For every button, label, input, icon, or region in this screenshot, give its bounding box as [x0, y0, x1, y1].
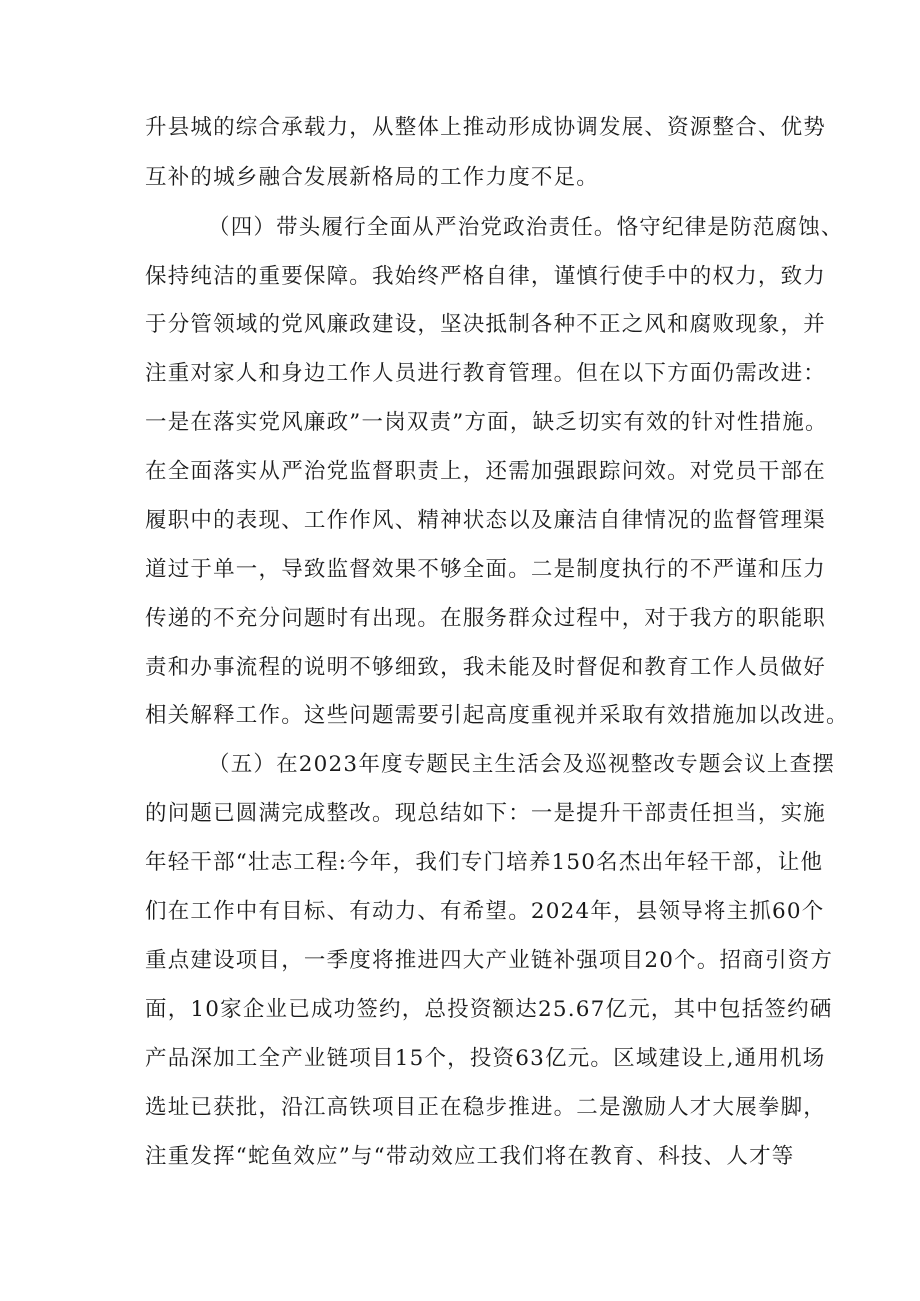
- text-line: 履职中的表现、工作作风、精神状态以及廉洁自律情况的监督管理渠: [145, 508, 827, 533]
- text-line: 注重发挥“蛇鱼效应”与“带动效应工我们将在教育、科技、人才等: [145, 1144, 795, 1169]
- text-line: 于分管领域的党风廉政建设，坚决抵制各种不正之风和腐败现象，并: [145, 312, 827, 337]
- text-line: 产品深加工全产业链项目15个，投资63亿元。区域建设上,通用机场: [145, 1046, 826, 1071]
- text-line: 责和办事流程的说明不够细致，我未能及时督促和教育工作人员做好: [145, 655, 827, 680]
- text-line: 选址已获批，沿江高铁项目正在稳步推进。二是激励人才大展拳脚，: [145, 1095, 827, 1120]
- paragraph-5-heading-line: （五）在2023年度专题民主生活会及巡视整改专题会议上查摆: [208, 752, 836, 777]
- text-line: 相关解释工作。这些问题需要引起高度重视并采取有效措施加以改进。: [145, 703, 849, 728]
- text-line: 道过于单一，导致监督效果不够全面。二是制度执行的不严谨和压力: [145, 557, 827, 582]
- text-line: 互补的城乡融合发展新格局的工作力度不足。: [145, 165, 600, 190]
- text-line: 们在工作中有目标、有动力、有希望。2024年，县领导将主抓60个: [145, 899, 825, 924]
- text-line: 一是在落实党风廉政”一岗双责”方面，缺乏切实有效的针对性措施。: [145, 410, 828, 435]
- text-line: 传递的不充分问题时有出现。在服务群众过程中，对于我方的职能职: [145, 606, 827, 631]
- text-line: 的问题已圆满完成整改。现总结如下：一是提升干部责任担当，实施: [145, 801, 827, 826]
- text-line: 面，10家企业已成功签约，总投资额达25.67亿元，其中包括签约硒: [145, 997, 833, 1022]
- text-line: 注重对家人和身边工作人员进行教育管理。但在以下方面仍需改进：: [145, 361, 827, 386]
- paragraph-4-heading-line: （四）带头履行全面从严治党政治责任。恪守纪律是防范腐蚀、: [208, 215, 844, 240]
- text-line: 升县城的综合承载力，从整体上推动形成协调发展、资源整合、优势: [145, 115, 827, 140]
- text-line: 年轻干部“壮志工程:今年，我们专门培养150名杰出年轻干部，让他: [145, 850, 824, 875]
- text-line: 在全面落实从严治党监督职责上，还需加强跟踪问效。对党员干部在: [145, 459, 827, 484]
- text-line: 重点建设项目，一季度将推进四大产业链补强项目20个。招商引资方: [145, 948, 834, 973]
- text-line: 保持纯洁的重要保障。我始终严格自律，谨慎行使手中的权力，致力: [145, 264, 827, 289]
